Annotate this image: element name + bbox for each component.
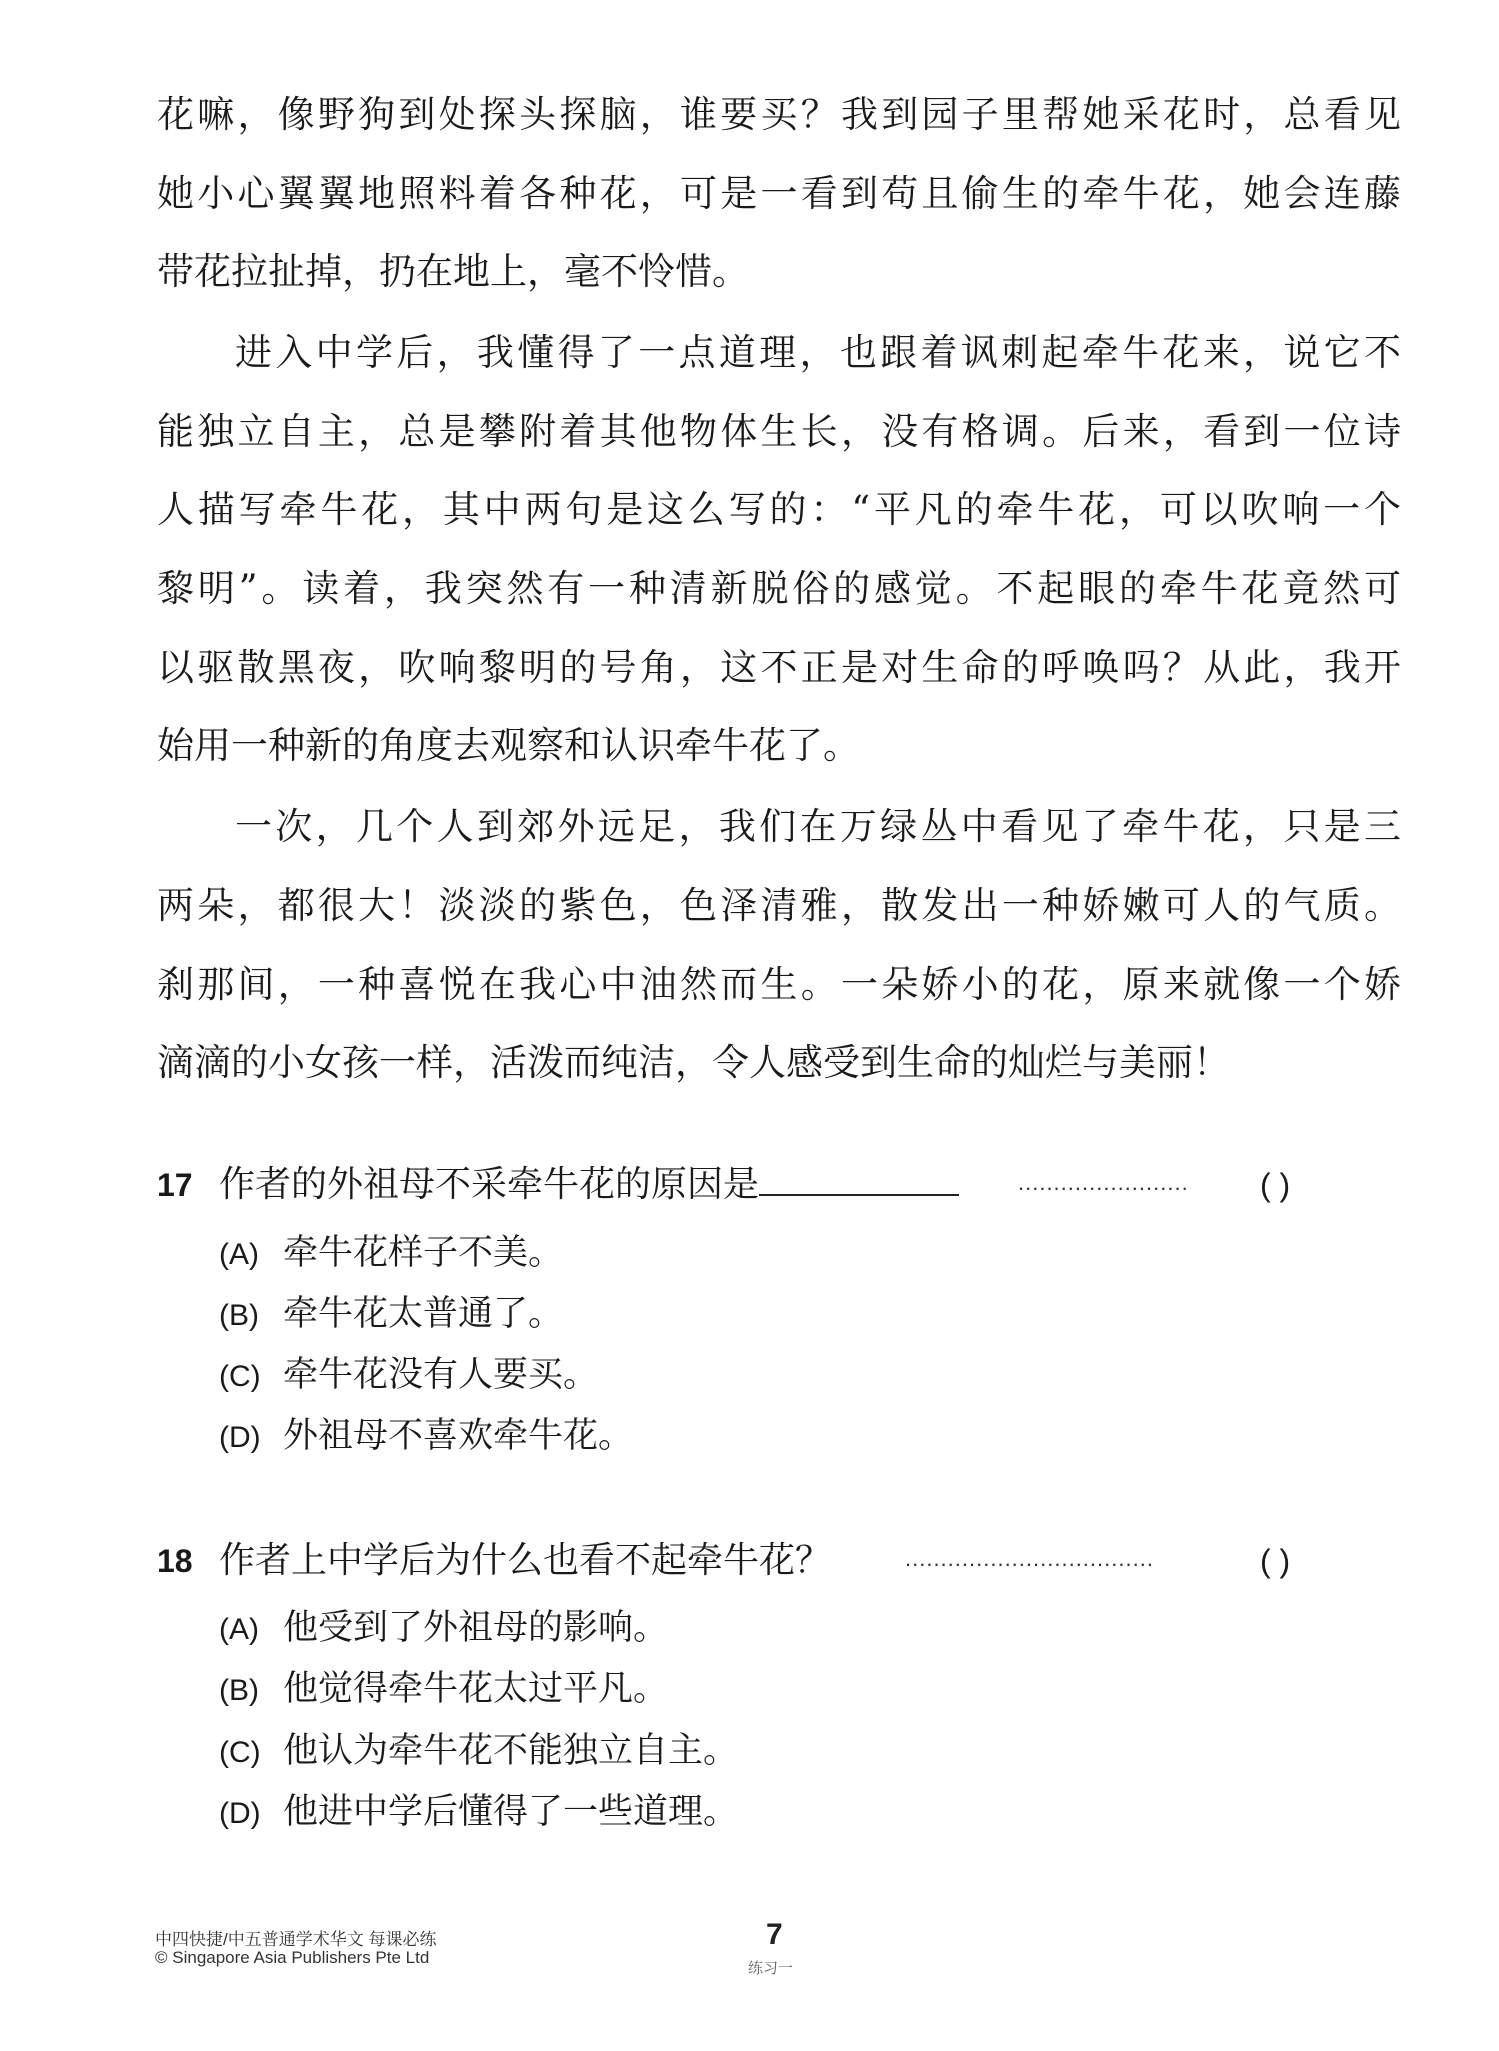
option-c[interactable] (219, 1726, 738, 1778)
option-d[interactable] (219, 1411, 633, 1463)
question-text: 作者的外祖母不采牵牛花的原因是 (219, 1164, 760, 1205)
question-number: 17 (157, 1167, 193, 1203)
option-text: 他认为牵牛花不能独立自主。 (283, 1731, 739, 1771)
leader-dots: ................................... (905, 1546, 1154, 1571)
option-text: 牵牛花样子不美。 (283, 1233, 564, 1273)
leader-dots: ........................ (1018, 1170, 1189, 1195)
passage-line: 两朵，都很大！淡淡的紫色，色泽清雅，散发出一种娇嫩可人的气质。 (157, 884, 1401, 927)
answer-blank[interactable] (759, 1160, 959, 1196)
option-d[interactable] (219, 1787, 738, 1839)
page-number: 7 (766, 1918, 783, 1951)
passage-line: 人描写牵牛花，其中两句是这么写的：“平凡的牵牛花，可以吹响一个 (157, 488, 1401, 531)
option-text: 牵牛花太普通了。 (283, 1294, 564, 1334)
option-label: (A) (219, 1613, 259, 1646)
option-label: (A) (219, 1238, 259, 1271)
option-text: 他受到了外祖母的影响。 (283, 1608, 669, 1648)
option-label: (D) (219, 1797, 261, 1830)
passage-line: 她小心翼翼地照料着各种花，可是一看到苟且偷生的牵牛花，她会连藤 (157, 172, 1401, 215)
option-a[interactable] (219, 1603, 668, 1655)
option-text: 牵牛花没有人要买。 (283, 1355, 599, 1395)
passage-line: 刹那间，一种喜悦在我心中油然而生。一朵娇小的花，原来就像一个娇 (157, 963, 1401, 1006)
answer-parentheses[interactable]: ( ) (1260, 1167, 1291, 1203)
question-17 (157, 1160, 959, 1210)
option-label: (B) (219, 1299, 259, 1332)
option-text: 他觉得牵牛花太过平凡。 (283, 1669, 669, 1709)
passage-line: 进入中学后，我懂得了一点道理，也跟着讽刺起牵牛花来，说它不 (235, 331, 1401, 374)
passage-line: 能独立自主，总是攀附着其他物体生长，没有格调。后来，看到一位诗 (157, 410, 1401, 453)
option-c[interactable] (219, 1350, 598, 1402)
answer-parentheses[interactable]: ( ) (1260, 1543, 1291, 1579)
option-label: (D) (219, 1421, 261, 1454)
option-b[interactable] (219, 1664, 668, 1716)
option-label: (C) (219, 1360, 261, 1393)
option-a[interactable] (219, 1228, 563, 1280)
passage-line: 始用一种新的角度去观察和认识牵牛花了。 (157, 724, 860, 767)
passage-line: 滴滴的小女孩一样，活泼而纯洁，令人感受到生命的灿烂与美丽！ (157, 1041, 1230, 1084)
option-b[interactable] (219, 1289, 563, 1341)
question-text: 作者上中学后为什么也看不起牵牛花？ (219, 1540, 832, 1581)
option-label: (C) (219, 1736, 261, 1769)
option-label: (B) (219, 1674, 259, 1707)
passage-line: 黎明”。读着，我突然有一种清新脱俗的感觉。不起眼的牵牛花竟然可 (157, 567, 1401, 610)
passage-line: 以驱散黑夜，吹响黎明的号角，这不正是对生命的呼唤吗？从此，我开 (157, 646, 1401, 689)
question-number: 18 (157, 1543, 193, 1579)
option-text: 他进中学后懂得了一些道理。 (283, 1792, 739, 1832)
footer-book-title: 中四快捷/中五普通学术华文 每课必练 (155, 1930, 437, 1949)
passage-line: 带花拉扯掉，扔在地上，毫不怜惜。 (157, 250, 749, 293)
section-label: 练习一 (748, 1960, 794, 1977)
passage-line: 一次，几个人到郊外远足，我们在万绿丛中看见了牵牛花，只是三 (235, 805, 1401, 848)
option-text: 外祖母不喜欢牵牛花。 (283, 1416, 634, 1456)
footer-copyright: © Singapore Asia Publishers Pte Ltd (155, 1948, 430, 1967)
question-18 (157, 1536, 831, 1586)
passage-line: 花嘛，像野狗到处探头探脑，谁要买？我到园子里帮她采花时，总看见 (157, 93, 1401, 136)
